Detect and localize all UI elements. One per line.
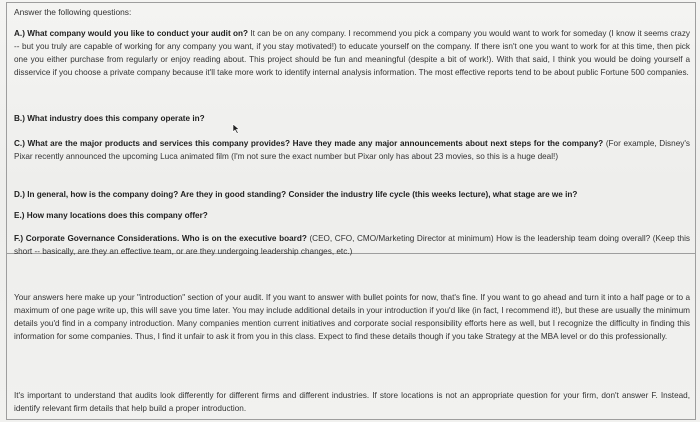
question-a [14,27,690,79]
instructions-paragraph-1: Your answers here make up your "introduction" section of your audit. If you want to answer with bullet points for now, that's fine. If you want to go ahead and turn it into a half page or to a maximum of one page write up, this will save you time later. You may include additional details in your introduction if you'd like (in fact, I recommend it!), but these are usually the minimum details you'd find in a company introduction. Many companies mention current initiatives and corporate social responsibility efforts here as well, but I recognize the difficulty in finding this information for some companies. Thus, I find it unfair to ask it from you in this class. Expect to find these details though if you take Strategy at the MBA level or do this professionally. [14,293,690,341]
question-c [14,137,690,163]
question-b-label: B.) What industry does this company operate in? [14,114,205,123]
question-a-text: It can be on any company. I recommend you pick a company you would want to work for someday (I know it seems crazy -- but you truly are capable of working for any company you want, if you stay motivated!) to educate yourself on the company. If there isn't one you want to work for at this time, then pick one you either purchase from regularly or enjoy reading about. This project should be fun and meaningful (despite a bit of work!). With that said, I think you would be doing yourself a disservice if you choose a private company because it'll take more work to identify internal analysis information. The most effective reports tend to be about public Fortune 500 companies. [14,29,691,77]
page-heading: Answer the following questions: [14,7,132,17]
question-c-text: (For example, Disney's Pixar recently announced the upcoming Luca animated film (I'm not sure the exact number but Pixar only has about 23 movies, so this is a huge deal!) [14,139,690,161]
mouse-cursor-icon [232,124,240,134]
question-d-label: D.) In general, how is the company doing? Are they in good standing? Consider the industry life cycle (this weeks lecture), what stage are we in? [14,190,578,199]
question-e-label: E.) How many locations does this company offer? [14,211,208,220]
instructions-paragraph-2: It's important to understand that audits look differently for different firms and different industries. If store locations is not an appropriate question for your firm, don't answer F. Instead, identify relevant firm details that help build a proper introduction. [14,391,690,413]
question-b [14,112,690,125]
question-f [14,232,690,258]
question-f-text: (CEO, CFO, CMO/Marketing Director at minimum) How is the leadership team doing overall? (Keep this short -- basically, are they an effective team, or are they undergoing leadership changes, etc.) [14,234,691,256]
question-a-label: A.) What company would you like to conduct your audit on? [14,29,249,38]
question-e [14,209,690,222]
question-d [14,188,690,201]
question-f-label: F.) Corporate Governance Considerations. Who is on the executive board? [14,234,307,243]
question-c-label: C.) What are the major products and services this company provides? Have they made any major announcements about next steps for the company? [14,139,604,148]
